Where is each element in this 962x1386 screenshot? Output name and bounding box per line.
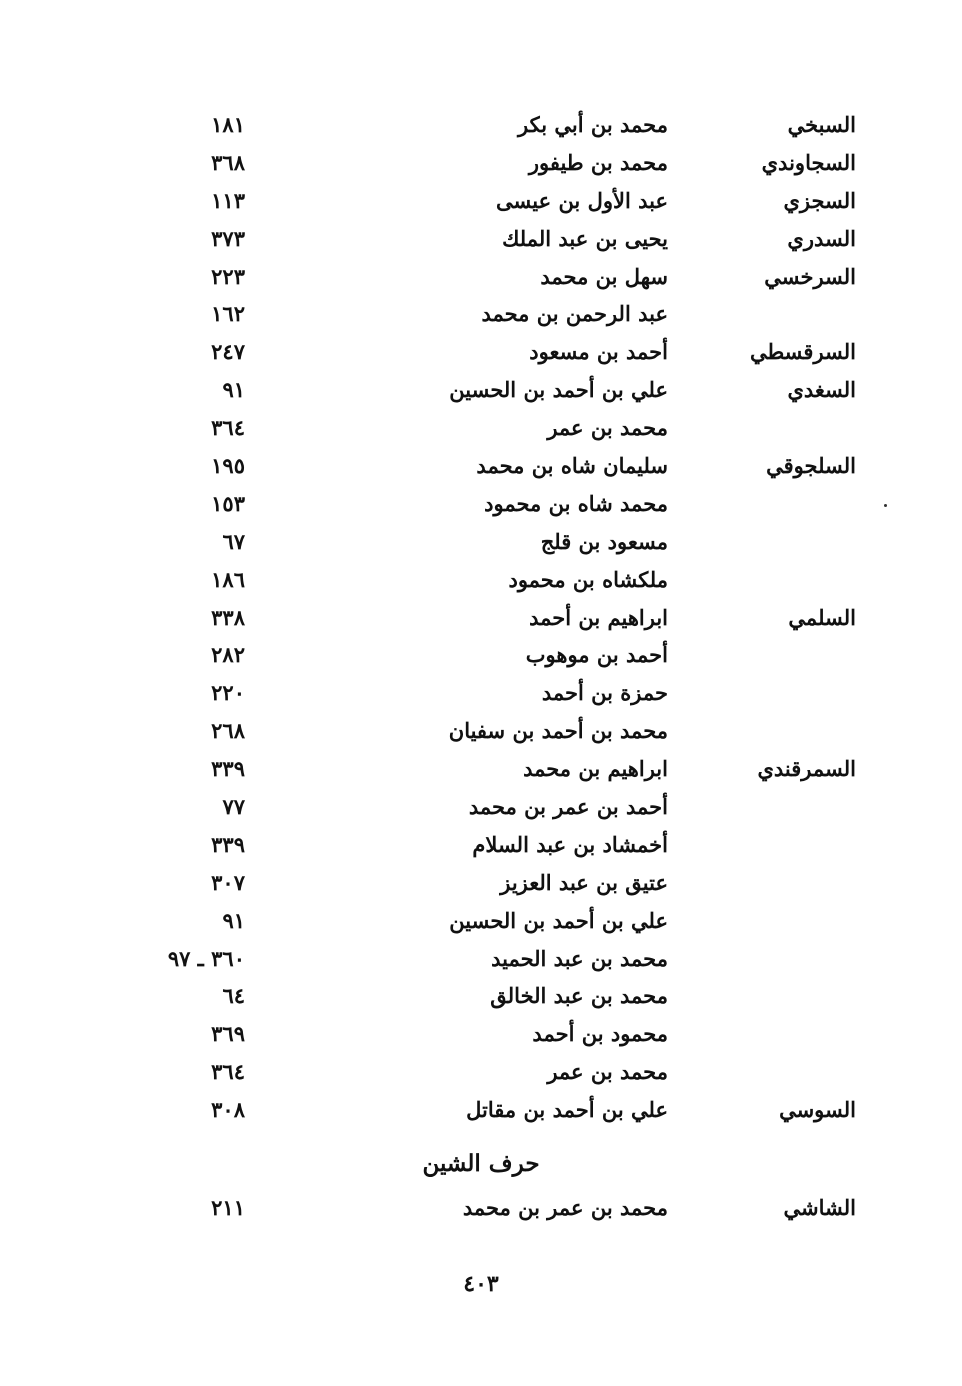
page-reference: ٣٠٧ — [211, 869, 245, 895]
index-row — [0, 144, 962, 182]
page-reference: ٩١ — [222, 377, 245, 403]
nisba-label: السرخسي — [764, 263, 856, 289]
person-name: يحيى بن عبد الملك — [502, 225, 668, 251]
page-reference: ٢٨٢ — [211, 642, 245, 668]
nisba-label: السلجوقي — [766, 453, 856, 479]
person-name: محمد بن عبد الخالق — [490, 983, 668, 1009]
index-row — [0, 371, 962, 409]
person-name: محمد بن عمر — [547, 415, 668, 441]
page-reference: ١١٣ — [211, 187, 245, 213]
index-row — [0, 826, 962, 864]
page-reference: ٣٦٠ ـ ٩٧ — [167, 945, 245, 971]
page-reference: ٣٧٣ — [211, 225, 245, 251]
index-row — [0, 1053, 962, 1091]
section-heading: حرف الشين — [422, 1150, 540, 1177]
nisba-label: السرقسطي — [749, 339, 856, 365]
page-reference: ٩١ — [222, 907, 245, 933]
person-name: عتيق بن عبد العزيز — [500, 869, 668, 895]
index-row — [0, 295, 962, 333]
index-row — [0, 447, 962, 485]
person-name: أحمد بن موهوب — [525, 642, 668, 668]
person-name: علي بن أحمد بن مقاتل — [466, 1097, 668, 1123]
person-name: مسعود بن قلج — [540, 528, 668, 554]
index-row — [0, 788, 962, 826]
nisba-label: السغدي — [787, 377, 856, 403]
nisba-label: السبخي — [787, 112, 856, 137]
person-name: محمد بن عمر بن محمد — [462, 1195, 668, 1220]
page-reference: ٣٠٨ — [211, 1097, 245, 1123]
page-reference: ٣٦٤ — [211, 1059, 245, 1085]
index-row — [0, 485, 962, 523]
index-row — [0, 1091, 962, 1129]
page-reference: ٣٦٨ — [211, 149, 245, 175]
index-row — [0, 220, 962, 258]
page-reference: ٧٧ — [222, 794, 245, 820]
page-reference: ٣٦٩ — [211, 1021, 245, 1047]
page-reference: ١٥٣ — [211, 490, 245, 516]
index-row — [0, 106, 962, 144]
page-reference: ٦٧ — [222, 528, 245, 554]
person-name: أحمد بن مسعود — [529, 339, 668, 365]
page-number: ٤٠٣ — [463, 1271, 499, 1297]
person-name: محمد بن عبد الحميد — [491, 945, 668, 971]
index-row — [0, 599, 962, 637]
index-row — [0, 561, 962, 599]
index-row — [0, 977, 962, 1015]
index-row — [0, 864, 962, 902]
index-row — [0, 258, 962, 296]
index-row — [0, 940, 962, 978]
nisba-label: السلمي — [788, 604, 856, 630]
page-reference: ١٩٥ — [211, 453, 245, 479]
index-row — [0, 182, 962, 220]
person-name: محمود بن أحمد — [532, 1021, 668, 1047]
person-name: محمد بن أبي بكر — [518, 112, 668, 137]
print-speck — [884, 504, 887, 507]
nisba-label: السمرقندي — [757, 756, 856, 782]
page-reference: ٣٣٨ — [211, 604, 245, 630]
index-row — [0, 523, 962, 561]
person-name: محمد بن أحمد بن سفيان — [448, 718, 668, 744]
index-row — [0, 750, 962, 788]
person-name: حمزة بن أحمد — [541, 680, 668, 706]
person-name: ابراهيم بن أحمد — [529, 604, 668, 630]
person-name: علي بن أحمد بن الحسين — [449, 907, 668, 933]
index-row — [0, 902, 962, 940]
person-name: سليمان شاه بن محمد — [476, 453, 668, 479]
section-list — [0, 1189, 962, 1227]
person-name: عبد الأول بن عيسى — [496, 187, 668, 213]
page-reference: ٣٣٩ — [211, 831, 245, 857]
person-name: أحمد بن عمر بن محمد — [468, 794, 668, 820]
page-reference: ١٨١ — [211, 112, 245, 137]
index-row — [0, 712, 962, 750]
page-reference: ٢١١ — [211, 1195, 245, 1220]
index-row — [0, 1189, 962, 1227]
page-reference: ٣٦٤ — [211, 415, 245, 441]
nisba-label: السدري — [787, 225, 856, 251]
index-row — [0, 409, 962, 447]
index-row — [0, 674, 962, 712]
person-name: محمد بن عمر — [547, 1059, 668, 1085]
index-row — [0, 636, 962, 674]
nisba-label: السوسي — [779, 1097, 856, 1123]
person-name: أخمشاد بن عبد السلام — [472, 831, 668, 857]
page-reference: ٣٣٩ — [211, 756, 245, 782]
index-list — [0, 106, 962, 1129]
index-row — [0, 1015, 962, 1053]
page-reference: ٢٢٠ — [211, 680, 245, 706]
nisba-label: السجزي — [783, 187, 856, 213]
person-name: عبد الرحمن بن محمد — [481, 301, 668, 327]
page-reference: ٢٦٨ — [211, 718, 245, 744]
person-name: علي بن أحمد بن الحسين — [449, 377, 668, 403]
page-reference: ٢٤٧ — [211, 339, 245, 365]
index-row — [0, 333, 962, 371]
nisba-label: السجاوندي — [761, 149, 856, 175]
page-reference: ٦٤ — [222, 983, 245, 1009]
nisba-label: الشاشي — [783, 1195, 856, 1220]
person-name: سهل بن محمد — [540, 263, 668, 289]
person-name: ملكشاه بن محمود — [508, 566, 668, 592]
person-name: محمد بن طيفور — [528, 149, 668, 175]
page-reference: ٢٢٣ — [211, 263, 245, 289]
person-name: محمد شاه بن محمود — [484, 490, 668, 516]
person-name: ابراهيم بن محمد — [523, 756, 668, 782]
page-reference: ١٦٢ — [211, 301, 245, 327]
page-reference: ١٨٦ — [211, 566, 245, 592]
